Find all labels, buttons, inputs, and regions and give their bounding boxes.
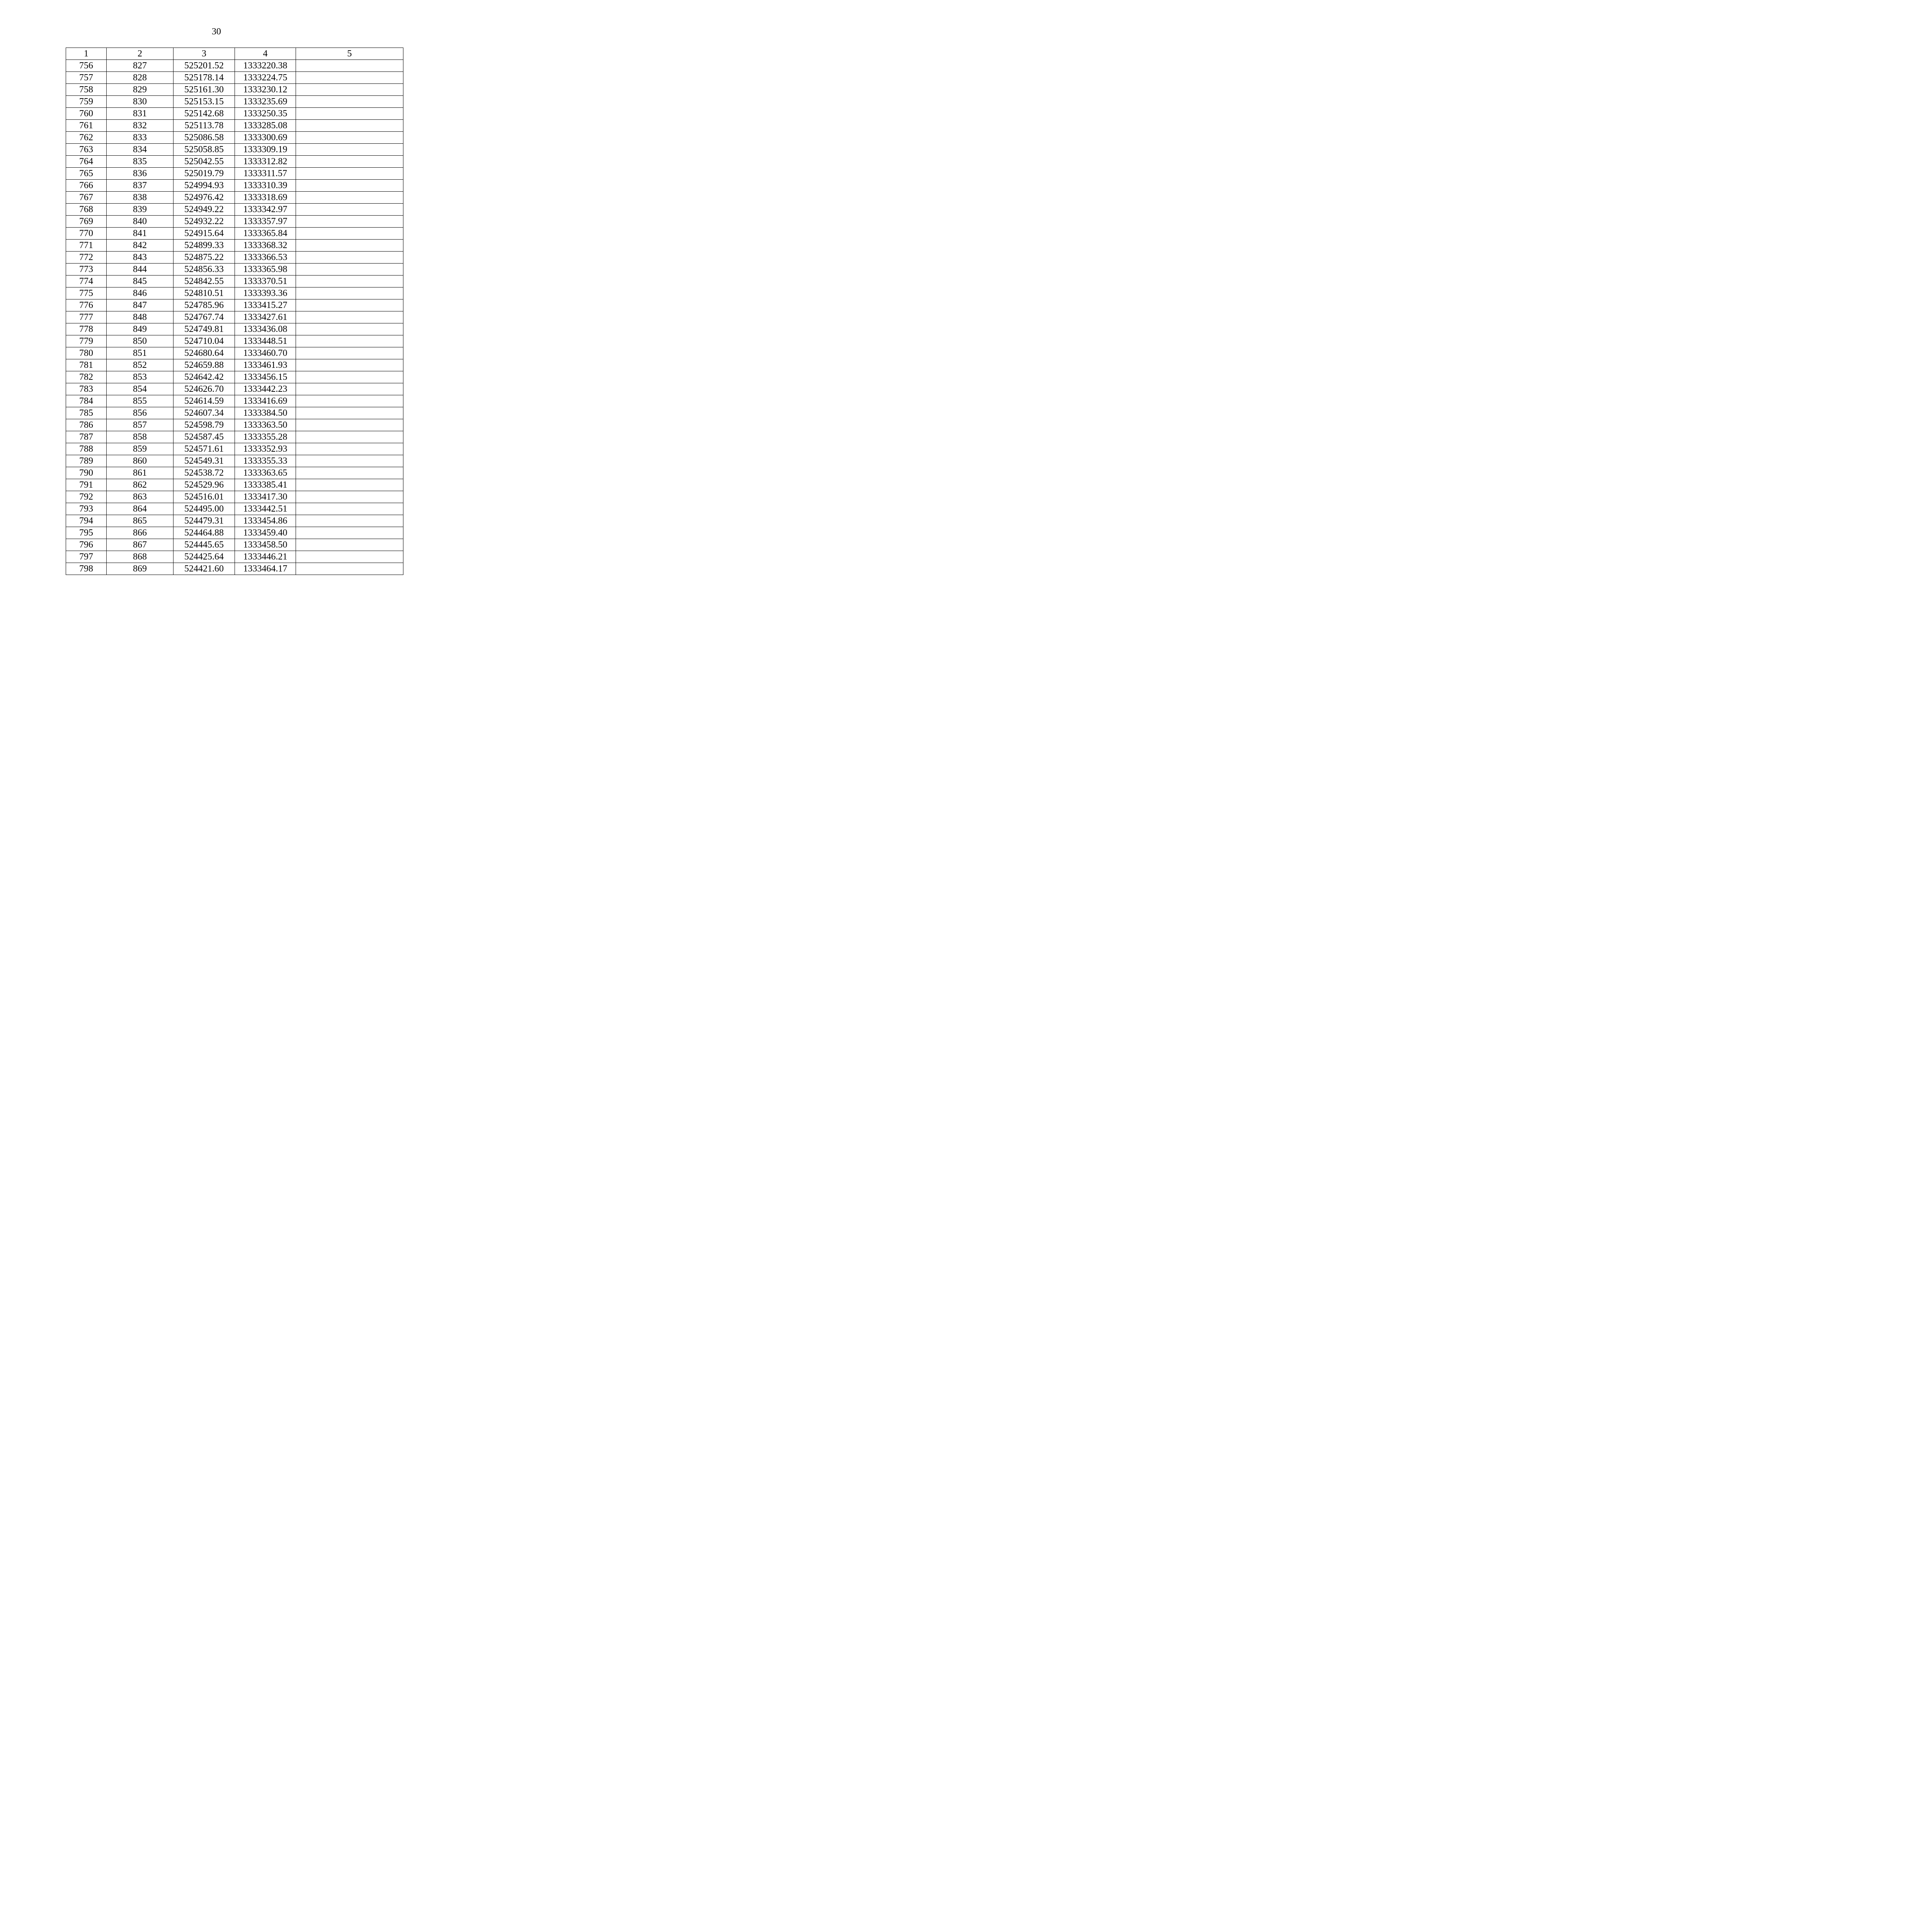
table-cell: [296, 515, 403, 527]
table-row: [66, 503, 403, 515]
table-cell: 524607.34: [173, 407, 235, 419]
table-cell: [296, 192, 403, 204]
table-row: [66, 299, 403, 311]
table-cell: [296, 419, 403, 431]
table-cell: 1333220.38: [235, 60, 296, 72]
table-cell: 524445.65: [173, 539, 235, 551]
table-cell: 524464.88: [173, 527, 235, 539]
table-cell: [296, 323, 403, 335]
table-row: [66, 252, 403, 264]
table-cell: 782: [66, 371, 107, 383]
table-cell: 774: [66, 276, 107, 287]
table-cell: 761: [66, 120, 107, 132]
table-cell: [296, 240, 403, 252]
table-cell: [296, 252, 403, 264]
table-cell: 851: [107, 347, 173, 359]
table-cell: [296, 335, 403, 347]
table-row: [66, 156, 403, 168]
column-header: 1: [66, 48, 107, 60]
table-cell: 524425.64: [173, 551, 235, 563]
table-row: [66, 551, 403, 563]
table-cell: [296, 563, 403, 575]
table-cell: 832: [107, 120, 173, 132]
table-cell: 789: [66, 455, 107, 467]
table-cell: 830: [107, 96, 173, 108]
coordinates-table: [66, 48, 403, 575]
table-cell: 839: [107, 204, 173, 216]
table-cell: 524479.31: [173, 515, 235, 527]
table-cell: 780: [66, 347, 107, 359]
table-cell: 831: [107, 108, 173, 120]
table-cell: 1333417.30: [235, 491, 296, 503]
table-cell: 835: [107, 156, 173, 168]
table-cell: [296, 431, 403, 443]
table-cell: 795: [66, 527, 107, 539]
table-cell: 524642.42: [173, 371, 235, 383]
table-cell: 1333442.23: [235, 383, 296, 395]
table-cell: 524915.64: [173, 228, 235, 240]
table-cell: [296, 443, 403, 455]
table-cell: 525019.79: [173, 168, 235, 180]
table-cell: 763: [66, 144, 107, 156]
table-cell: 847: [107, 299, 173, 311]
table-cell: 1333352.93: [235, 443, 296, 455]
table-cell: 756: [66, 60, 107, 72]
table-cell: 861: [107, 467, 173, 479]
table-cell: [296, 84, 403, 96]
table-cell: 1333230.12: [235, 84, 296, 96]
table-cell: 1333224.75: [235, 72, 296, 84]
table-cell: 768: [66, 204, 107, 216]
table-cell: 776: [66, 299, 107, 311]
table-cell: 1333300.69: [235, 132, 296, 144]
table-cell: 524598.79: [173, 419, 235, 431]
table-cell: 524994.93: [173, 180, 235, 192]
table-cell: 848: [107, 311, 173, 323]
table-cell: 836: [107, 168, 173, 180]
table-cell: 1333456.15: [235, 371, 296, 383]
table-cell: 524932.22: [173, 216, 235, 228]
table-cell: 1333357.97: [235, 216, 296, 228]
table-row: [66, 335, 403, 347]
table-cell: 525178.14: [173, 72, 235, 84]
table-cell: 859: [107, 443, 173, 455]
table-cell: 1333355.33: [235, 455, 296, 467]
table-cell: 524680.64: [173, 347, 235, 359]
table-cell: 524767.74: [173, 311, 235, 323]
table-cell: 770: [66, 228, 107, 240]
table-cell: [296, 96, 403, 108]
table-row: [66, 276, 403, 287]
table-cell: 794: [66, 515, 107, 527]
table-cell: 790: [66, 467, 107, 479]
table-cell: 1333384.50: [235, 407, 296, 419]
table-cell: 850: [107, 335, 173, 347]
table-cell: 1333310.39: [235, 180, 296, 192]
table-cell: 524529.96: [173, 479, 235, 491]
table-cell: [296, 539, 403, 551]
table-cell: 760: [66, 108, 107, 120]
table-cell: 1333446.21: [235, 551, 296, 563]
table-cell: 833: [107, 132, 173, 144]
table-cell: 772: [66, 252, 107, 264]
table-cell: 1333464.17: [235, 563, 296, 575]
table-header: [66, 48, 403, 60]
table-row: [66, 168, 403, 180]
table-cell: 1333448.51: [235, 335, 296, 347]
table-cell: 783: [66, 383, 107, 395]
table-row: [66, 563, 403, 575]
table-cell: 1333366.53: [235, 252, 296, 264]
table-row: [66, 60, 403, 72]
table-cell: 849: [107, 323, 173, 335]
table-cell: 1333459.40: [235, 527, 296, 539]
table-row: [66, 371, 403, 383]
table-cell: 784: [66, 395, 107, 407]
table-row: [66, 264, 403, 276]
table-cell: [296, 216, 403, 228]
table-cell: [296, 287, 403, 299]
table-row: [66, 204, 403, 216]
header-row: [66, 48, 403, 60]
table-row: [66, 108, 403, 120]
table-cell: [296, 156, 403, 168]
table-cell: 777: [66, 311, 107, 323]
table-cell: 767: [66, 192, 107, 204]
table-cell: 778: [66, 323, 107, 335]
table-cell: 1333235.69: [235, 96, 296, 108]
table-cell: 798: [66, 563, 107, 575]
table-cell: [296, 72, 403, 84]
table-cell: 524538.72: [173, 467, 235, 479]
table-cell: 862: [107, 479, 173, 491]
column-header: 2: [107, 48, 173, 60]
table-cell: 866: [107, 527, 173, 539]
table-cell: 524949.22: [173, 204, 235, 216]
table-cell: 764: [66, 156, 107, 168]
table-row: [66, 419, 403, 431]
table-row: [66, 72, 403, 84]
table-cell: 828: [107, 72, 173, 84]
table-cell: 829: [107, 84, 173, 96]
table-cell: [296, 347, 403, 359]
table-cell: 1333458.50: [235, 539, 296, 551]
table-cell: 757: [66, 72, 107, 84]
table-cell: 1333318.69: [235, 192, 296, 204]
table-row: [66, 515, 403, 527]
table-cell: 779: [66, 335, 107, 347]
column-header: 4: [235, 48, 296, 60]
table-cell: [296, 120, 403, 132]
table-cell: 524875.22: [173, 252, 235, 264]
table-cell: 1333461.93: [235, 359, 296, 371]
table-row: [66, 96, 403, 108]
table-cell: 868: [107, 551, 173, 563]
table-cell: 524810.51: [173, 287, 235, 299]
table-cell: 769: [66, 216, 107, 228]
table-row: [66, 347, 403, 359]
page-number: 30: [212, 27, 221, 37]
table-cell: 1333385.41: [235, 479, 296, 491]
table-cell: [296, 527, 403, 539]
table-cell: 525153.15: [173, 96, 235, 108]
table-cell: 786: [66, 419, 107, 431]
table-cell: [296, 132, 403, 144]
table-cell: 852: [107, 359, 173, 371]
table-row: [66, 216, 403, 228]
table-row: [66, 311, 403, 323]
table-cell: [296, 311, 403, 323]
table-cell: 865: [107, 515, 173, 527]
column-header: 3: [173, 48, 235, 60]
table-cell: [296, 359, 403, 371]
table-cell: 525201.52: [173, 60, 235, 72]
table-cell: 845: [107, 276, 173, 287]
table-cell: 855: [107, 395, 173, 407]
table-cell: 854: [107, 383, 173, 395]
table-body: [66, 60, 403, 575]
table-row: [66, 120, 403, 132]
table-cell: 793: [66, 503, 107, 515]
table-cell: 762: [66, 132, 107, 144]
table-cell: 781: [66, 359, 107, 371]
table-cell: 856: [107, 407, 173, 419]
table-cell: 524421.60: [173, 563, 235, 575]
table-row: [66, 228, 403, 240]
table-cell: 771: [66, 240, 107, 252]
table-cell: 838: [107, 192, 173, 204]
table-cell: 525086.58: [173, 132, 235, 144]
table-cell: 796: [66, 539, 107, 551]
table-cell: 524549.31: [173, 455, 235, 467]
table-cell: 863: [107, 491, 173, 503]
table-cell: 525042.55: [173, 156, 235, 168]
table-row: [66, 479, 403, 491]
table-cell: 1333415.27: [235, 299, 296, 311]
table-cell: 1333365.98: [235, 264, 296, 276]
table-cell: 525113.78: [173, 120, 235, 132]
table-cell: 765: [66, 168, 107, 180]
table-cell: 524856.33: [173, 264, 235, 276]
table-row: [66, 383, 403, 395]
table-cell: 1333355.28: [235, 431, 296, 443]
table-row: [66, 180, 403, 192]
table-cell: 841: [107, 228, 173, 240]
table-row: [66, 431, 403, 443]
table-cell: [296, 299, 403, 311]
table-cell: 1333442.51: [235, 503, 296, 515]
table-cell: [296, 228, 403, 240]
table-row: [66, 455, 403, 467]
table-row: [66, 144, 403, 156]
table-cell: 1333368.32: [235, 240, 296, 252]
table-cell: 524614.59: [173, 395, 235, 407]
table-cell: 844: [107, 264, 173, 276]
table-cell: 785: [66, 407, 107, 419]
table-cell: 1333427.61: [235, 311, 296, 323]
table-cell: [296, 467, 403, 479]
table-row: [66, 395, 403, 407]
table-cell: 1333365.84: [235, 228, 296, 240]
table-cell: 775: [66, 287, 107, 299]
table-cell: 525142.68: [173, 108, 235, 120]
table-cell: 524842.55: [173, 276, 235, 287]
table-cell: 788: [66, 443, 107, 455]
table-cell: 1333311.57: [235, 168, 296, 180]
table-cell: 1333312.82: [235, 156, 296, 168]
table-cell: 773: [66, 264, 107, 276]
table-row: [66, 443, 403, 455]
table-cell: [296, 491, 403, 503]
table-cell: 524516.01: [173, 491, 235, 503]
table-cell: [296, 395, 403, 407]
table-cell: 1333436.08: [235, 323, 296, 335]
table-cell: [296, 60, 403, 72]
table-cell: 524495.00: [173, 503, 235, 515]
table-cell: [296, 383, 403, 395]
table-row: [66, 467, 403, 479]
table-cell: [296, 276, 403, 287]
table-cell: 1333285.08: [235, 120, 296, 132]
table-row: [66, 323, 403, 335]
table-cell: 524571.61: [173, 443, 235, 455]
table-cell: 867: [107, 539, 173, 551]
table-row: [66, 240, 403, 252]
table-cell: 787: [66, 431, 107, 443]
table-cell: [296, 455, 403, 467]
table-cell: 524587.45: [173, 431, 235, 443]
table-cell: [296, 479, 403, 491]
table-cell: 827: [107, 60, 173, 72]
table-cell: 1333416.69: [235, 395, 296, 407]
table-cell: 1333309.19: [235, 144, 296, 156]
table-cell: 524626.70: [173, 383, 235, 395]
table-cell: [296, 144, 403, 156]
table-cell: 837: [107, 180, 173, 192]
table-row: [66, 287, 403, 299]
table-cell: 860: [107, 455, 173, 467]
table-cell: 858: [107, 431, 173, 443]
table-row: [66, 359, 403, 371]
table-cell: [296, 407, 403, 419]
table-cell: 869: [107, 563, 173, 575]
table-cell: 843: [107, 252, 173, 264]
table-cell: 1333363.50: [235, 419, 296, 431]
table-cell: [296, 551, 403, 563]
table-cell: 842: [107, 240, 173, 252]
table-cell: [296, 204, 403, 216]
table-row: [66, 132, 403, 144]
table-cell: [296, 168, 403, 180]
table-cell: 792: [66, 491, 107, 503]
table-cell: 797: [66, 551, 107, 563]
table-cell: 1333363.65: [235, 467, 296, 479]
column-header: 5: [296, 48, 403, 60]
table-cell: 1333342.97: [235, 204, 296, 216]
table-cell: 840: [107, 216, 173, 228]
table-cell: 864: [107, 503, 173, 515]
table-row: [66, 539, 403, 551]
table-cell: 758: [66, 84, 107, 96]
table-cell: 759: [66, 96, 107, 108]
table-cell: 834: [107, 144, 173, 156]
table-cell: 1333393.36: [235, 287, 296, 299]
table-row: [66, 491, 403, 503]
table-row: [66, 192, 403, 204]
table-cell: 524659.88: [173, 359, 235, 371]
table-cell: 1333370.51: [235, 276, 296, 287]
table-cell: [296, 108, 403, 120]
table-cell: 1333454.86: [235, 515, 296, 527]
table-row: [66, 407, 403, 419]
table-cell: 525058.85: [173, 144, 235, 156]
table-cell: 766: [66, 180, 107, 192]
table-row: [66, 527, 403, 539]
table-cell: 853: [107, 371, 173, 383]
table-cell: 857: [107, 419, 173, 431]
table-cell: 791: [66, 479, 107, 491]
table-cell: 1333460.70: [235, 347, 296, 359]
table-cell: 524710.04: [173, 335, 235, 347]
table-cell: 524785.96: [173, 299, 235, 311]
table-cell: [296, 180, 403, 192]
table-cell: 846: [107, 287, 173, 299]
table-cell: 524899.33: [173, 240, 235, 252]
table-row: [66, 84, 403, 96]
table-cell: [296, 371, 403, 383]
table-cell: 1333250.35: [235, 108, 296, 120]
table-cell: 525161.30: [173, 84, 235, 96]
table-cell: [296, 264, 403, 276]
table-cell: 524976.42: [173, 192, 235, 204]
table-cell: [296, 503, 403, 515]
table-cell: 524749.81: [173, 323, 235, 335]
